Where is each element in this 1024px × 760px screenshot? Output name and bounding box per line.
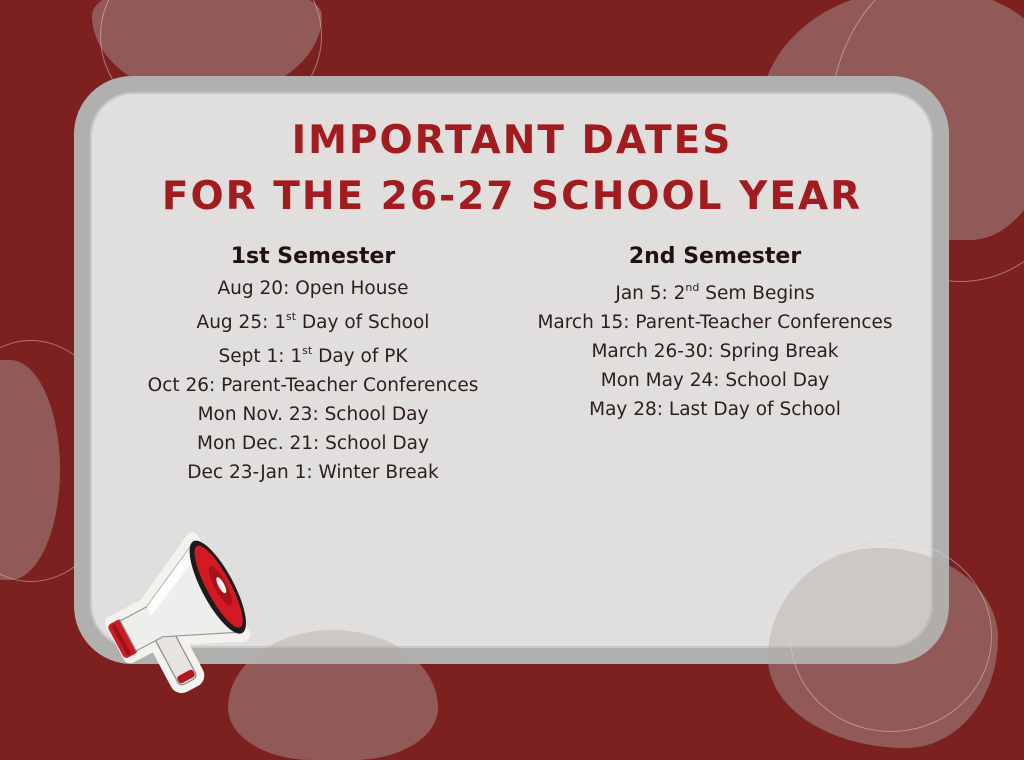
- semester-1-date-item: [113, 274, 513, 303]
- date-text: Day of PK: [312, 346, 408, 368]
- page-title-line-2: FOR THE 26-27 SCHOOL YEAR: [161, 174, 863, 219]
- ordinal-suffix: nd: [685, 281, 700, 294]
- date-text: Aug 25: 1: [196, 312, 286, 334]
- ordinal-suffix: st: [285, 310, 297, 323]
- decorative-curve: [790, 540, 992, 732]
- date-text: Mon Dec. 21: School Day: [197, 433, 429, 455]
- date-text: Sept 1: 1: [218, 346, 303, 368]
- date-text: Dec 23-Jan 1: Winter Break: [187, 462, 439, 484]
- date-text: Aug 20: Open House: [217, 278, 409, 299]
- semester-2-date-item: [510, 366, 920, 395]
- megaphone-icon: [92, 512, 257, 702]
- semester-1-date-item: [113, 337, 513, 371]
- semester-2-date-item: [510, 337, 920, 366]
- ordinal-suffix: st: [302, 344, 313, 358]
- semester-1-date-item: [113, 429, 513, 458]
- semester-1-list: [113, 274, 513, 487]
- semester-2-column: [510, 242, 920, 424]
- semester-1-date-item: [113, 303, 513, 337]
- date-text: Jan 5: 2: [615, 283, 686, 305]
- semester-1-date-item: [113, 371, 513, 400]
- semester-2-heading: 2nd Semester: [628, 244, 802, 269]
- date-text: March 15: Parent-Teacher Conferences: [537, 312, 893, 334]
- date-text: Mon Nov. 23: School Day: [197, 404, 429, 426]
- semester-2-date-item: [510, 308, 920, 337]
- date-text: Oct 26: Parent-Teacher Conferences: [147, 375, 479, 397]
- semester-1-date-item: [113, 458, 513, 487]
- date-text: May 28: Last Day of School: [589, 399, 841, 421]
- semester-1-heading: 1st Semester: [230, 244, 396, 269]
- date-text: Day of School: [296, 312, 430, 334]
- semester-2-list: [510, 274, 920, 424]
- date-text: Mon May 24: School Day: [600, 370, 830, 392]
- semester-2-date-item: [510, 274, 920, 308]
- semester-1-column: [113, 242, 513, 487]
- date-text: Sem Begins: [699, 283, 815, 305]
- semester-1-date-item: [113, 400, 513, 429]
- page-title-line-1: IMPORTANT DATES: [291, 118, 733, 163]
- date-text: March 26-30: Spring Break: [591, 341, 839, 363]
- semester-2-date-item: [510, 395, 920, 424]
